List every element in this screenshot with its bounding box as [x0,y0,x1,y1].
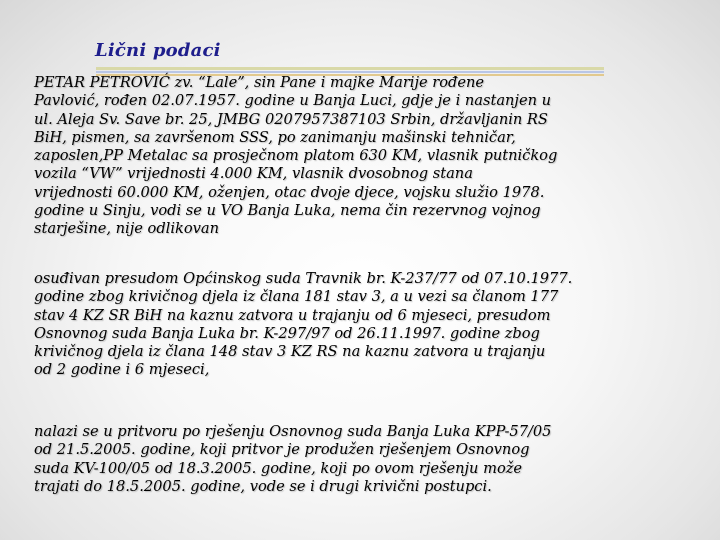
underline-stripe-2 [96,71,604,73]
personal-details-paragraph: PETAR PETROVIĆ zv. “Lale”, sin Pane i majke Marije rođene Pavlović, rođen 02.07.1957. godine u Banja Luci, gdje je i nastanjen u ul. Aleja Sv. Save br. 25, JMBG 0207957387103 Srbin, državljanin RS BiH, pismen, sa završenom SSS, po zanimanju mašinski tehničar, zaposlen,PP Metalac sa prosječnom platom 630 KM, vlasnik putničkog vozila “VW” vrijednosti 4.000 KM, vlasnik dvosobnog stana vrijednosti 60.000 KM, oženjen, otac dvoje djece, vojsku služio 1978. godine u Sinju, vodi se u VO Banja Luka, nema čin rezervnog vojnog starješine, nije odlikovan [34,74,558,238]
underline-stripe-1 [96,67,604,70]
conviction-record-paragraph: osuđivan presudom Općinskog suda Travnik br. K-237/77 od 07.10.1977. godine zbog krivičnog djela iz člana 181 stav 3, a u vezi sa članom 177 stav 4 KZ SR BiH na kaznu zatvora u trajanju od 6 mjeseci, presudom Osnovnog suda Banja Luka br. K-297/97 od 26.11.1997. godine zbog krivičnog djela iz člana 148 stav 3 KZ RS na kaznu zatvora u trajanju od 2 godine i 6 mjeseci, [34,270,573,379]
page-title: Lični podaci [95,40,221,61]
detention-status-paragraph: nalazi se u pritvoru po rješenju Osnovnog suda Banja Luka KPP-57/05 od 21.5.2005. godine, koji pritvor je produžen rješenjem Osnovnog suda KV-100/05 od 18.3.2005. godine, koji po ovom rješenju može trajati do 18.5.2005. godine, vode se i drugi krivični postupci. [34,423,552,495]
